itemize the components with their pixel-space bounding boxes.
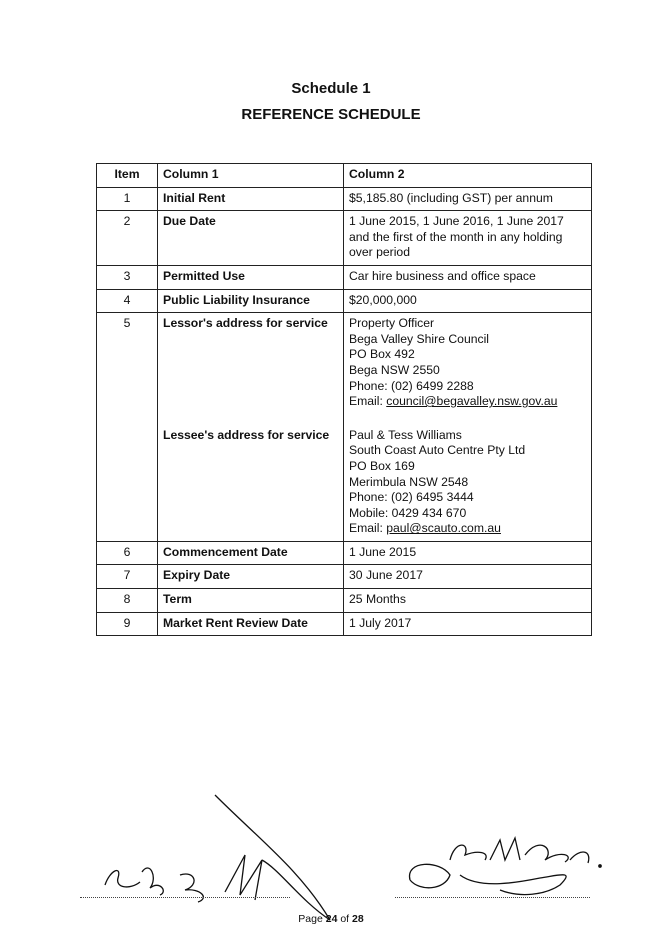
page-footer bbox=[0, 913, 662, 925]
item-number: 9 bbox=[97, 612, 158, 636]
table-row bbox=[97, 211, 592, 266]
table-row bbox=[97, 612, 592, 636]
header-item: Item bbox=[97, 164, 158, 188]
value-line: Paul & Tess Williams bbox=[349, 427, 462, 442]
lessee-signature-image bbox=[410, 838, 602, 895]
value-line: 25 Months bbox=[349, 592, 406, 607]
lessee-signature-line bbox=[395, 897, 590, 898]
value-line: Bega Valley Shire Council bbox=[349, 331, 490, 346]
value-line: Merimbula NSW 2548 bbox=[349, 474, 469, 489]
page-prefix: Page bbox=[298, 913, 326, 925]
row-label: Term bbox=[163, 592, 192, 607]
row-label: Due Date bbox=[163, 214, 216, 229]
header-column-1: Column 1 bbox=[158, 164, 344, 188]
row-label: Public Liability Insurance bbox=[163, 292, 310, 307]
row-label: Lessor's address for service bbox=[163, 316, 328, 331]
item-number: 1 bbox=[97, 187, 158, 211]
row-label-cell bbox=[158, 612, 344, 636]
table-row bbox=[97, 265, 592, 289]
email-line bbox=[349, 394, 586, 410]
lessor-signature-line bbox=[80, 897, 290, 898]
value-line: Mobile: 0429 434 670 bbox=[349, 505, 467, 520]
value-line: over period bbox=[349, 245, 410, 260]
value-line: Property Officer bbox=[349, 316, 435, 331]
row-label-cell bbox=[158, 313, 344, 542]
schedule-title: Schedule 1 bbox=[291, 80, 371, 97]
email-line bbox=[349, 521, 586, 537]
value-line: and the first of the month in any holding bbox=[349, 229, 563, 244]
spacer bbox=[349, 410, 586, 428]
table-row bbox=[97, 541, 592, 565]
row-value-cell bbox=[344, 541, 592, 565]
email-prefix: Email: bbox=[349, 394, 387, 409]
value-line: Phone: (02) 6495 3444 bbox=[349, 490, 474, 505]
row-label: Commencement Date bbox=[163, 544, 288, 559]
row-value-cell bbox=[344, 565, 592, 589]
value-line: Car hire business and office space bbox=[349, 268, 536, 283]
value-line: PO Box 492 bbox=[349, 347, 415, 362]
row-label: Market Rent Review Date bbox=[163, 615, 308, 630]
table-row bbox=[97, 187, 592, 211]
value-line: 30 June 2017 bbox=[349, 568, 423, 583]
reference-schedule-table bbox=[96, 163, 592, 636]
item-number: 5 bbox=[97, 313, 158, 542]
value-line: Phone: (02) 6499 2288 bbox=[349, 378, 474, 393]
item-number: 8 bbox=[97, 589, 158, 613]
row-value-cell bbox=[344, 265, 592, 289]
item-number: 4 bbox=[97, 289, 158, 313]
item-number: 2 bbox=[97, 211, 158, 266]
row-label-cell bbox=[158, 187, 344, 211]
row-value-cell bbox=[344, 313, 592, 542]
table-row bbox=[97, 565, 592, 589]
row-label-cell bbox=[158, 289, 344, 313]
email-prefix: Email: bbox=[349, 521, 387, 536]
row-label-cell bbox=[158, 265, 344, 289]
item-number: 6 bbox=[97, 541, 158, 565]
row-label: Initial Rent bbox=[163, 190, 226, 205]
row-value-cell bbox=[344, 187, 592, 211]
value-line: $5,185.80 (including GST) per annum bbox=[349, 190, 553, 205]
row-value-cell bbox=[344, 612, 592, 636]
row-value-cell bbox=[344, 289, 592, 313]
row-label: Expiry Date bbox=[163, 568, 231, 583]
row-label-secondary: Lessee's address for service bbox=[163, 427, 330, 442]
value-line: 1 July 2017 bbox=[349, 615, 412, 630]
row-label-cell bbox=[158, 541, 344, 565]
table-header-row bbox=[97, 164, 592, 188]
value-line: $20,000,000 bbox=[349, 292, 417, 307]
table-row bbox=[97, 289, 592, 313]
row-label-cell bbox=[158, 211, 344, 266]
value-line: Bega NSW 2550 bbox=[349, 362, 440, 377]
row-value-cell bbox=[344, 589, 592, 613]
row-label-cell bbox=[158, 589, 344, 613]
value-line: 1 June 2015, 1 June 2016, 1 June 2017 bbox=[349, 214, 564, 229]
spacer bbox=[163, 332, 338, 428]
page-total: 28 bbox=[352, 913, 364, 925]
value-line: South Coast Auto Centre Pty Ltd bbox=[349, 443, 526, 458]
header-column-2: Column 2 bbox=[344, 164, 592, 188]
page-current: 24 bbox=[325, 913, 338, 925]
row-value-cell bbox=[344, 211, 592, 266]
table-row bbox=[97, 313, 592, 542]
row-label: Permitted Use bbox=[163, 268, 245, 283]
page-of: of bbox=[337, 913, 353, 925]
item-number: 7 bbox=[97, 565, 158, 589]
schedule-subtitle: REFERENCE SCHEDULE bbox=[241, 106, 421, 123]
value-line: PO Box 169 bbox=[349, 458, 415, 473]
table-row bbox=[97, 589, 592, 613]
item-number: 3 bbox=[97, 265, 158, 289]
email-link[interactable]: paul@scauto.com.au bbox=[386, 521, 501, 536]
email-link[interactable]: council@begavalley.nsw.gov.au bbox=[386, 394, 558, 409]
lessor-signature-image bbox=[105, 795, 330, 920]
value-line: 1 June 2015 bbox=[349, 544, 417, 559]
row-label-cell bbox=[158, 565, 344, 589]
